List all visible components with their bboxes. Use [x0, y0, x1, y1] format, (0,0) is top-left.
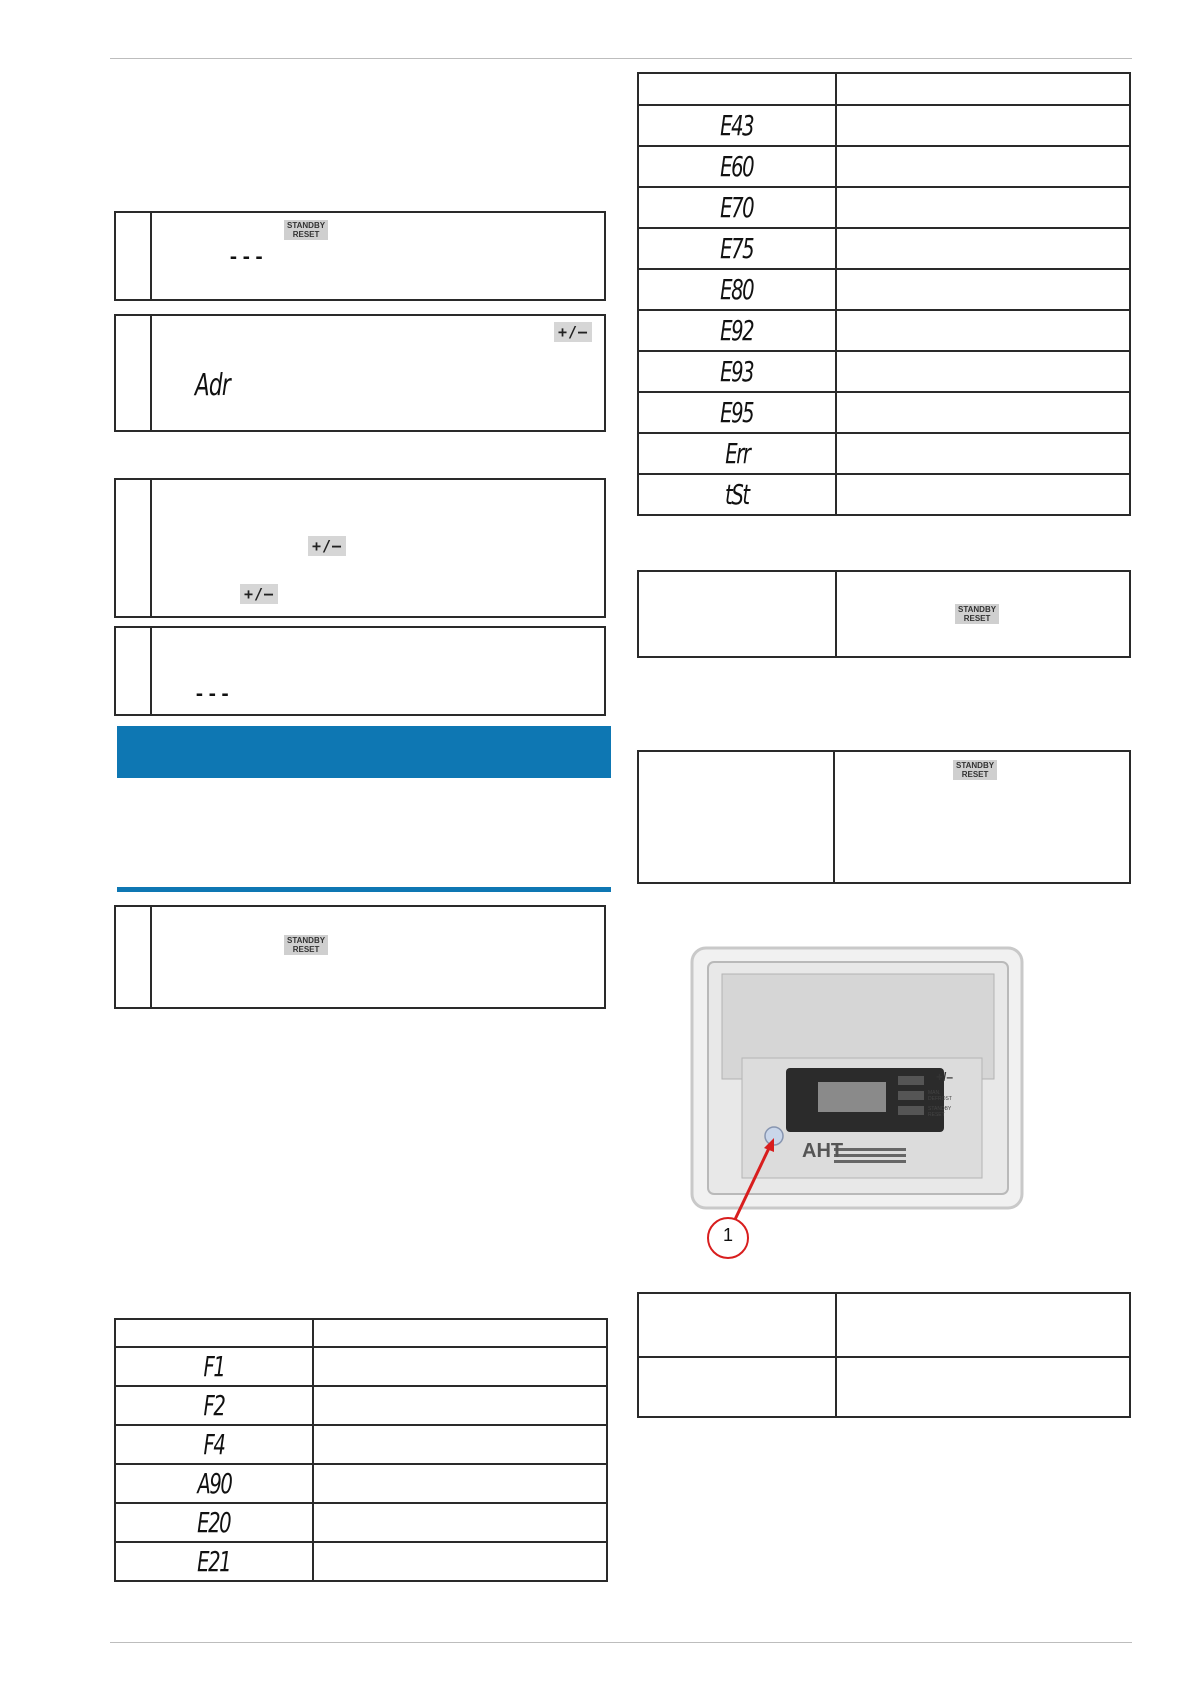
table-row — [638, 146, 1130, 187]
footer-rule — [110, 1642, 1132, 1643]
plus-minus-button-icon: +/– — [554, 322, 592, 342]
table-cell-code: E95 — [638, 392, 836, 433]
table-cell-description — [836, 1293, 1130, 1357]
table-cell-description — [836, 1357, 1130, 1417]
table-cell-description — [313, 1542, 607, 1581]
table-row — [638, 751, 1130, 883]
table-row — [638, 310, 1130, 351]
table-cell-code: E75 — [638, 228, 836, 269]
table-row — [115, 1542, 607, 1581]
table-header-cell — [313, 1319, 607, 1347]
table-cell-code: tSt — [638, 474, 836, 515]
table-cell-description — [313, 1425, 607, 1464]
table-row — [638, 351, 1130, 392]
table-cell-code: E92 — [638, 310, 836, 351]
left-code-table — [114, 1318, 608, 1582]
step-box-4 — [114, 626, 606, 716]
table-cell-description — [836, 269, 1130, 310]
table-cell-description — [836, 474, 1130, 515]
plus-minus-button-icon: +/– — [240, 584, 278, 604]
table-cell-code: E60 — [638, 146, 836, 187]
table-row — [115, 1464, 607, 1503]
table-row — [638, 1293, 1130, 1357]
table-cell-code: F1 — [115, 1347, 313, 1386]
step-number-column — [116, 213, 152, 299]
table-row — [638, 1357, 1130, 1417]
header-rule — [110, 58, 1132, 59]
step-box-5 — [114, 905, 606, 1009]
table-row — [638, 228, 1130, 269]
step-box-3 — [114, 478, 606, 618]
step-number-column — [116, 907, 152, 1007]
table-header-cell — [115, 1319, 313, 1347]
table-cell-label — [638, 571, 836, 657]
table-header-row — [638, 73, 1130, 105]
table-cell-code: F4 — [115, 1425, 313, 1464]
table-cell-description — [834, 751, 1130, 883]
standby-reset-button-icon: STANDBY RESET — [955, 604, 999, 624]
table-cell-code: E21 — [115, 1542, 313, 1581]
table-row — [638, 474, 1130, 515]
table-cell-description — [836, 571, 1130, 657]
legend-table — [637, 1292, 1131, 1418]
device-standby-reset-label: STANDBY RESET — [928, 1106, 952, 1118]
table-cell-description — [836, 351, 1130, 392]
display-dashes: --- — [194, 684, 233, 705]
table-cell-code: F2 — [115, 1386, 313, 1425]
table-row — [638, 392, 1130, 433]
plus-minus-button-icon: +/– — [308, 536, 346, 556]
table-row — [638, 105, 1130, 146]
table-cell-label — [638, 1293, 836, 1357]
controller-illustration — [690, 940, 1030, 1270]
section-heading-band — [117, 726, 611, 778]
display-code-adr: Adr — [194, 368, 231, 403]
standby-reset-button-icon: STANDBY RESET — [284, 220, 328, 240]
table-cell-code: A90 — [115, 1464, 313, 1503]
table-cell-code: E93 — [638, 351, 836, 392]
table-cell-label — [638, 751, 834, 883]
standby-table-2 — [637, 750, 1131, 884]
table-cell-description — [836, 146, 1130, 187]
controller-drawing — [690, 940, 1030, 1270]
table-row — [638, 187, 1130, 228]
table-cell-code: Err — [638, 433, 836, 474]
callout-number: 1 — [722, 1225, 733, 1245]
table-cell-label — [638, 1357, 836, 1417]
table-cell-description — [313, 1464, 607, 1503]
standby-reset-button-icon: STANDBY RESET — [284, 935, 328, 955]
table-row — [638, 269, 1130, 310]
section-divider — [117, 887, 611, 892]
step-box-2 — [114, 314, 606, 432]
step-number-column — [116, 628, 152, 714]
table-row — [638, 571, 1130, 657]
display-dashes: --- — [228, 247, 267, 268]
step-number-column — [116, 480, 152, 616]
device-plus-minus-label: +/– — [936, 1070, 954, 1084]
step-number-column — [116, 316, 152, 430]
table-cell-description — [836, 187, 1130, 228]
table-cell-description — [836, 105, 1130, 146]
table-header-cell — [638, 73, 836, 105]
standby-table-1 — [637, 570, 1131, 658]
right-code-table — [637, 72, 1131, 516]
step-box-1 — [114, 211, 606, 301]
table-header-cell — [836, 73, 1130, 105]
table-cell-code: E70 — [638, 187, 836, 228]
table-cell-description — [836, 433, 1130, 474]
table-row — [115, 1386, 607, 1425]
table-cell-description — [313, 1386, 607, 1425]
table-row — [115, 1425, 607, 1464]
table-cell-description — [836, 228, 1130, 269]
table-cell-code: E20 — [115, 1503, 313, 1542]
device-man-defrost-label: MAN. DEFROST — [928, 1090, 952, 1102]
table-row — [638, 433, 1130, 474]
table-cell-code: E80 — [638, 269, 836, 310]
table-cell-description — [836, 392, 1130, 433]
table-row — [115, 1347, 607, 1386]
brand-logo: AHT — [802, 1140, 844, 1162]
table-cell-description — [313, 1503, 607, 1542]
table-row — [115, 1503, 607, 1542]
table-cell-description — [313, 1347, 607, 1386]
standby-reset-button-icon: STANDBY RESET — [953, 760, 997, 780]
table-cell-description — [836, 310, 1130, 351]
table-cell-code: E43 — [638, 105, 836, 146]
table-header-row — [115, 1319, 607, 1347]
